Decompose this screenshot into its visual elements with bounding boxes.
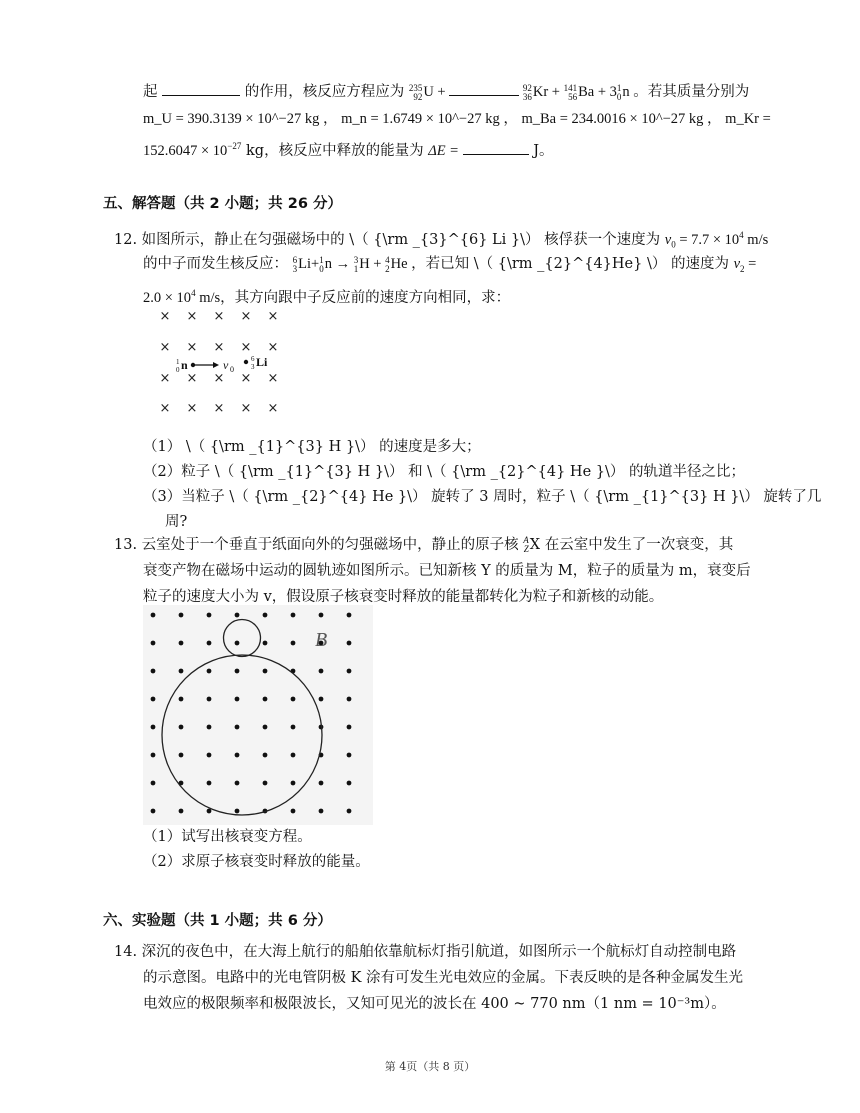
field-dot [235,669,240,674]
field-dot [151,781,156,786]
svg-text:×: × [159,401,171,416]
svg-text:×: × [213,340,225,355]
field-dot [347,669,352,674]
q13-line-3: 粒子的速度大小为 v，假设原子核衰变时释放的能量都转化为粒子和新核的动能。 [143,589,664,605]
field-dot [347,809,352,814]
q12-sub-2: （2）粒子 \（ {\rm _{1}^{3} H }\） 和 \（ {\rm _{2}^{4} He }\） 的轨道半径之比； [143,464,745,480]
field-dot [319,781,324,786]
q12-line-1: 12. 如图所示，静止在匀强磁场中的 \（ {\rm _{3}^{6} Li }\） 核俘获一个速度为 $v_0 = 7.7 \times 10^4$ m/s [114,230,769,250]
q12-sub-3-cont: 周? [165,514,188,530]
svg-text:×: × [186,371,198,386]
field-dot [291,753,296,758]
field-dot [179,669,184,674]
svg-text:×: × [213,401,225,416]
field-dot [263,697,268,702]
field-dot [319,809,324,814]
field-dot [151,641,156,646]
svg-text:×: × [240,309,252,324]
q14-line-2: 的示意图。电路中的光电管阴极 K 涂有可发生光电效应的金属。下表反映的是各种金属发生光 [143,970,744,986]
section-5-title: 五、解答题（共 2 小题；共 26 分） [103,196,342,212]
q12-sub-3: （3）当粒子 \（ {\rm _{2}^{4} He }\） 旋转了 3 周时，粒子 \（ {\rm _{1}^{3} H }\） 旋转了几 [143,489,822,505]
svg-text:0: 0 [176,366,180,374]
field-dot [179,753,184,758]
svg-text:×: × [240,340,252,355]
field-dot [263,753,268,758]
field-dot [347,613,352,618]
field-dot [347,697,352,702]
svg-text:×: × [186,401,198,416]
field-dot [207,641,212,646]
field-dot [179,641,184,646]
q14-line-1: 14. 深沉的夜色中，在大海上航行的船舶依靠航标灯指引航道，如图所示一个航标灯自动控制电路 [114,944,737,960]
field-dot [347,641,352,646]
q13-line-1: 13. 云室处于一个垂直于纸面向外的匀强磁场中，静止的原子核 A Z X 在云室中发生了一次衰变，其 [114,535,734,554]
field-dot [179,809,184,814]
field-dot [151,613,156,618]
svg-text:×: × [213,309,225,324]
field-dot [347,753,352,758]
svg-text:×: × [240,401,252,416]
top-line-3: $152.6047 \times 10^{-27}$ kg，核反应中释放的能量为 ΔE = J。 [143,136,554,161]
field-dot [291,725,296,730]
field-dot [207,669,212,674]
field-dot [347,725,352,730]
field-dot [151,753,156,758]
top-line-2: m_U = 390.3139 × 10^−27 kg ， m_n = 1.6749 × 10^−27 kg ， m_Ba = 234.0016 × 10^−27 kg ， m_Kr = [143,111,771,127]
field-dot [235,613,240,618]
svg-text:6: 6 [251,355,255,363]
field-dot [263,613,268,618]
svg-text:×: × [240,371,252,386]
svg-text:×: × [267,309,279,324]
answer-blank-3 [463,139,529,155]
svg-text:n: n [181,358,188,372]
answer-blank-1 [162,80,240,96]
svg-text:×: × [267,340,279,355]
field-dot [263,725,268,730]
svg-text:×: × [159,340,171,355]
q12-sub-1: （1） \（ {\rm _{1}^{3} H }\） 的速度是多大； [143,439,481,455]
field-dot [207,725,212,730]
svg-text:0: 0 [230,365,234,374]
q13-sub-1: （1）试写出核衰变方程。 [143,829,312,845]
field-dot [179,697,184,702]
field-dot [235,725,240,730]
field-dot [151,809,156,814]
svg-text:×: × [267,401,279,416]
q12-reaction: 6 3 Li+ 1 0 n → 3 1 H + 4 2 He [292,254,412,274]
svg-text:Li: Li [256,355,268,369]
svg-text:v: v [223,358,229,372]
svg-text:×: × [159,309,171,324]
svg-text:×: × [267,371,279,386]
q12-magnetic-field-figure [155,305,290,417]
section-6-title: 六、实验题（共 1 小题；共 6 分） [103,913,332,929]
field-dot [151,725,156,730]
field-dot [291,613,296,618]
field-label-b: B [315,629,328,651]
field-dot [263,781,268,786]
field-dot [263,669,268,674]
field-dot [207,697,212,702]
top-line-1: 起 的作用，核反应方程应为 235 92 U + 92 36 Kr + 141 56 Ba + 3 1 0 n 。若其质量分别为 [143,80,749,102]
field-dot [347,781,352,786]
q13-line-2: 衰变产物在磁场中运动的圆轨迹如图所示。已知新核 Y 的质量为 M，粒子的质量为 m，衰变后 [143,563,751,579]
svg-text:×: × [186,309,198,324]
field-dot [319,669,324,674]
answer-blank-2 [449,80,519,96]
svg-text:×: × [186,340,198,355]
field-dot [179,725,184,730]
field-dot [207,781,212,786]
field-dot [291,641,296,646]
field-dot [179,613,184,618]
field-dot [207,613,212,618]
svg-text:1: 1 [176,358,180,366]
svg-text:×: × [159,371,171,386]
field-dot [151,669,156,674]
field-dot [319,697,324,702]
svg-text:3: 3 [251,363,255,371]
field-dot [263,641,268,646]
field-dot [319,613,324,618]
q13-cloud-chamber-figure [143,605,373,825]
field-dot [235,809,240,814]
field-dot [235,781,240,786]
field-dot [235,753,240,758]
field-dot [291,697,296,702]
q13-sub-2: （2）求原子核衰变时释放的能量。 [143,854,370,870]
q14-line-3: 电效应的极限频率和极限波长，又知可见光的波长在 400 ~ 770 nm（1 nm = 10⁻³m）。 [143,996,726,1012]
field-dot [291,781,296,786]
q12-line-2: 的中子而发生核反应： 6 3 Li+ 1 0 n → 3 1 H + 4 2 He ，若已知 \（ {\rm _{2}^{4}He} \） 的速度为 $v_2$ = [143,254,757,274]
reaction-equation: 235 92 U + 92 36 Kr + 141 56 Ba + 3 1 0 n [409,84,633,100]
q12-line-3: $2.0 \times 10^4$ m/s，其方向跟中子反应前的速度方向相同，求： [143,288,511,306]
field-dot [151,697,156,702]
svg-text:×: × [213,371,225,386]
field-dot [235,697,240,702]
page-footer: 第 4页（共 8 页） [384,1060,476,1073]
field-dot [207,753,212,758]
field-dot [235,641,240,646]
field-dot [291,809,296,814]
